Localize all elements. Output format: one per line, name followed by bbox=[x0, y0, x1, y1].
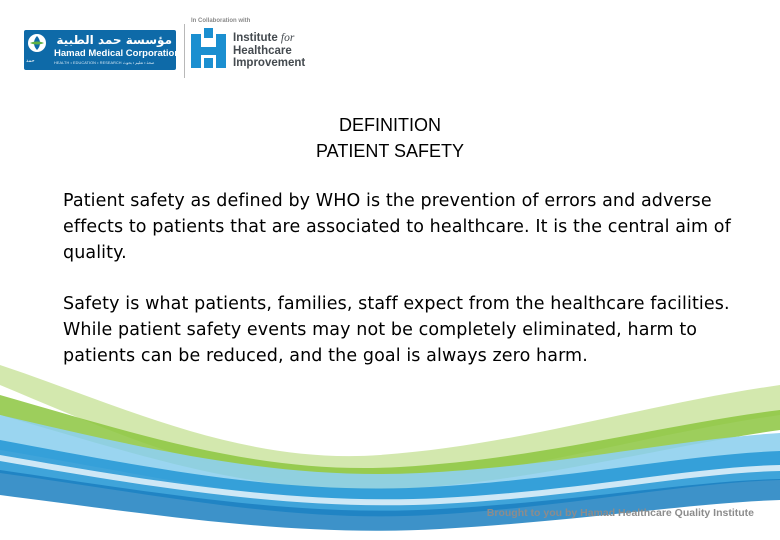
ihi-for-word: for bbox=[280, 32, 295, 44]
slide-title bbox=[0, 112, 780, 164]
collaboration-label: In Collaboration with bbox=[191, 18, 251, 24]
footer-credit: Brought to you by Hamad Healthcare Quality Institute bbox=[486, 507, 754, 519]
definition-paragraph: Patient safety as defined by WHO is the prevention of errors and adverse effects to patients that are associated to healthcare. It is the central aim of quality. bbox=[63, 191, 731, 263]
ihi-improvement-word: Improvement bbox=[233, 57, 306, 69]
ihi-healthcare-word: Healthcare bbox=[233, 44, 292, 57]
ihi-institute-word: Institute bbox=[233, 32, 281, 44]
ihi-logo-icon bbox=[191, 28, 229, 72]
hmc-arabic-short-name: حمد bbox=[26, 58, 35, 64]
hmc-arabic-name: مؤسسة حمد الطبية bbox=[56, 33, 172, 47]
slide-header bbox=[0, 0, 780, 100]
hmc-english-name: Hamad Medical Corporation bbox=[54, 48, 181, 59]
logo-divider bbox=[184, 24, 185, 78]
hmc-tagline: HEALTH • EDUCATION • RESEARCH صحة • تعليم • بحوث bbox=[54, 61, 155, 65]
title-patient-safety: PATIENT SAFETY bbox=[315, 141, 465, 161]
safety-goal-paragraph: Safety is what patients, families, staff expect from the healthcare facilities. While patient safety events may not be completely eliminated, harm to patients can be reduced, and the goal is always zero harm. bbox=[63, 294, 730, 366]
ihi-logo-text bbox=[233, 32, 305, 70]
hamad-medical-corporation-logo bbox=[24, 30, 181, 70]
title-definition: DEFINITION bbox=[339, 115, 441, 135]
